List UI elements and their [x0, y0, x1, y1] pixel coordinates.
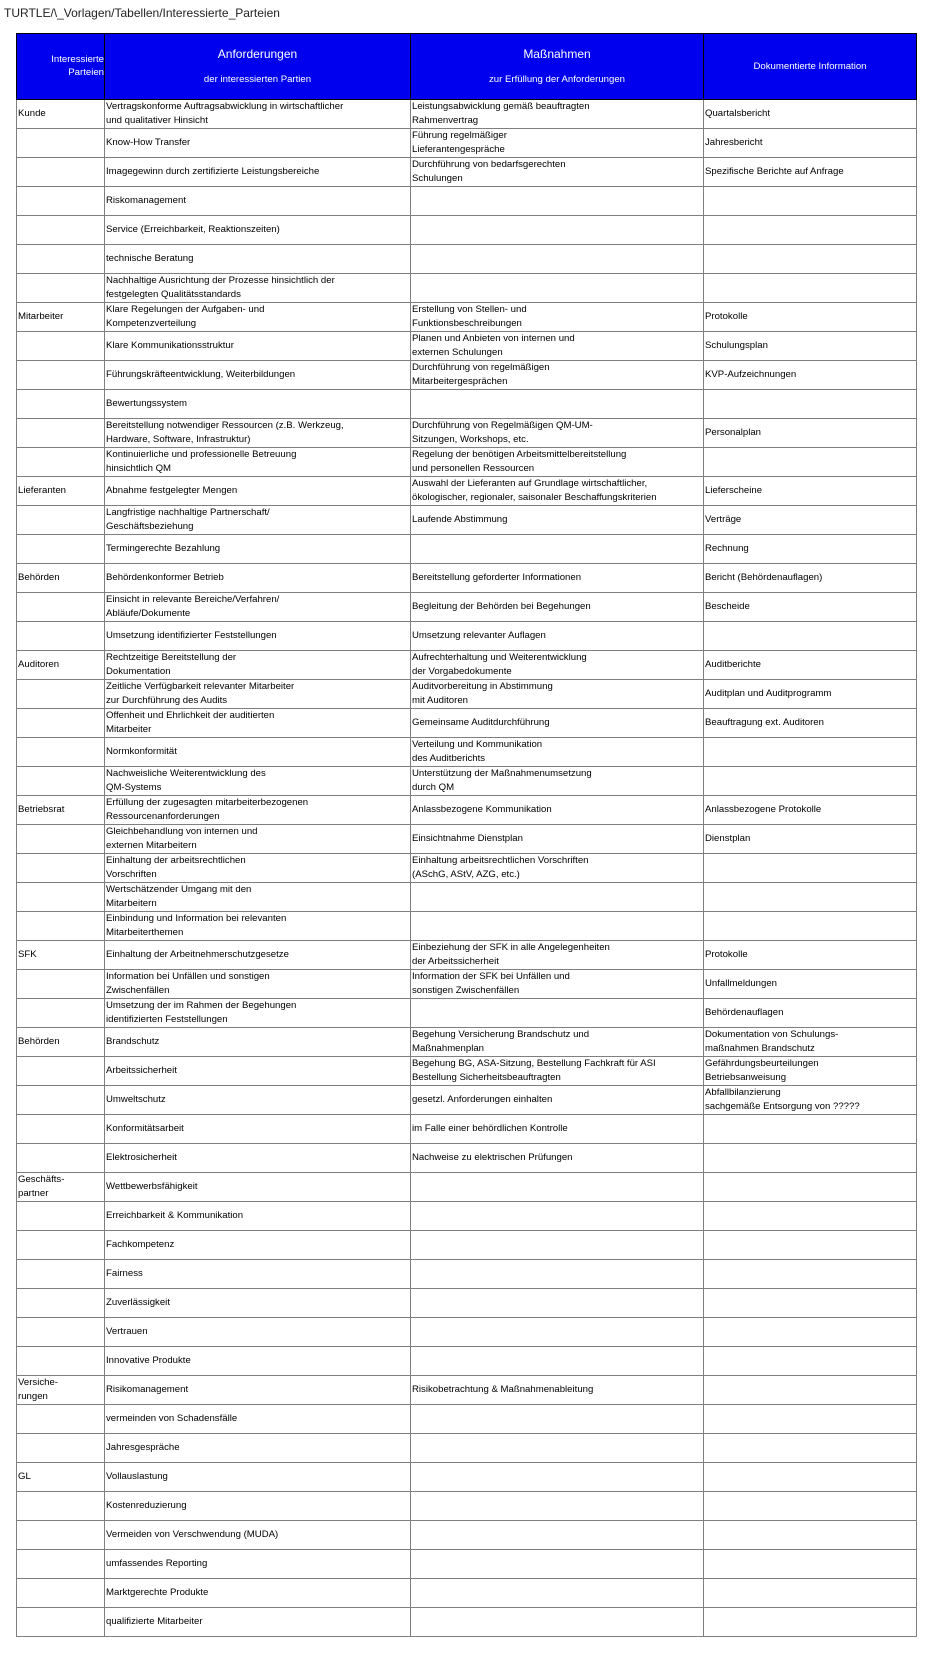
- party-cell: [17, 1259, 105, 1288]
- requirement-cell: Fairness: [105, 1259, 411, 1288]
- requirement-cell: Umweltschutz: [105, 1085, 411, 1114]
- requirement-cell: Erfüllung der zugesagten mitarbeiterbezogenen Ressourcenanforderungen: [105, 795, 411, 824]
- documented-info-cell: [704, 1607, 917, 1636]
- measure-cell: Laufende Abstimmung: [411, 505, 704, 534]
- requirement-cell: umfassendes Reporting: [105, 1549, 411, 1578]
- table-row: [17, 157, 917, 186]
- documented-info-cell: [704, 1143, 917, 1172]
- documented-info-cell: [704, 1491, 917, 1520]
- documented-info-cell: Protokolle: [704, 940, 917, 969]
- table-row: [17, 1259, 917, 1288]
- measure-cell: [411, 1462, 704, 1491]
- table-row: [17, 1114, 917, 1143]
- party-cell: [17, 244, 105, 273]
- party-cell: [17, 360, 105, 389]
- party-cell: [17, 737, 105, 766]
- party-cell: [17, 534, 105, 563]
- column-header-measures: [411, 34, 704, 100]
- table-row: [17, 1578, 917, 1607]
- documented-info-cell: [704, 1520, 917, 1549]
- party-cell: [17, 1491, 105, 1520]
- requirement-cell: Klare Kommunikationsstruktur: [105, 331, 411, 360]
- measure-cell: [411, 1317, 704, 1346]
- party-cell: [17, 447, 105, 476]
- table-row: [17, 99, 917, 128]
- requirement-cell: Einbindung und Information bei relevanten Mitarbeiterthemen: [105, 911, 411, 940]
- measure-cell: [411, 1433, 704, 1462]
- measure-cell: Einhaltung arbeitsrechtlichen Vorschriften (ASchG, AStV, AZG, etc.): [411, 853, 704, 882]
- documented-info-cell: [704, 1578, 917, 1607]
- party-cell: [17, 1288, 105, 1317]
- table-row: [17, 389, 917, 418]
- party-cell: [17, 1404, 105, 1433]
- interessierte-parteien-table: [16, 33, 917, 1637]
- party-cell: [17, 824, 105, 853]
- requirement-cell: Bewertungssystem: [105, 389, 411, 418]
- table-row: [17, 1491, 917, 1520]
- documented-info-cell: [704, 273, 917, 302]
- table-row: [17, 534, 917, 563]
- documented-info-cell: [704, 1230, 917, 1259]
- table-row: [17, 302, 917, 331]
- table-row: [17, 186, 917, 215]
- party-cell: [17, 708, 105, 737]
- table-row: [17, 505, 917, 534]
- column-header-documented-info: Dokumentierte Information: [704, 34, 917, 100]
- requirement-cell: Bereitstellung notwendiger Ressourcen (z.B. Werkzeug, Hardware, Software, Infrastruktur): [105, 418, 411, 447]
- table-row: [17, 1143, 917, 1172]
- measure-cell: Begleitung der Behörden bei Begehungen: [411, 592, 704, 621]
- documented-info-cell: Protokolle: [704, 302, 917, 331]
- column-header-requirements: [105, 34, 411, 100]
- party-cell: [17, 853, 105, 882]
- documented-info-cell: Beauftragung ext. Auditoren: [704, 708, 917, 737]
- documented-info-cell: Jahresbericht: [704, 128, 917, 157]
- table-row: [17, 1375, 917, 1404]
- party-cell: Behörden: [17, 1027, 105, 1056]
- requirement-cell: Abnahme festgelegter Mengen: [105, 476, 411, 505]
- measure-cell: [411, 244, 704, 273]
- requirement-cell: Einhaltung der Arbeitnehmerschutzgesetze: [105, 940, 411, 969]
- requirement-cell: Langfristige nachhaltige Partnerschaft/ Geschäftsbeziehung: [105, 505, 411, 534]
- requirement-cell: Normkonformität: [105, 737, 411, 766]
- party-cell: [17, 592, 105, 621]
- table-row: [17, 418, 917, 447]
- measure-cell: [411, 1607, 704, 1636]
- column-header-requirements-title: Anforderungen: [217, 47, 298, 62]
- measure-cell: Erstellung von Stellen- und Funktionsbeschreibungen: [411, 302, 704, 331]
- requirement-cell: Nachhaltige Ausrichtung der Prozesse hinsichtlich der festgelegten Qualitätsstandards: [105, 273, 411, 302]
- table-row: [17, 824, 917, 853]
- documented-info-cell: Dienstplan: [704, 824, 917, 853]
- documented-info-cell: [704, 1404, 917, 1433]
- measure-cell: im Falle einer behördlichen Kontrolle: [411, 1114, 704, 1143]
- measure-cell: [411, 1230, 704, 1259]
- documented-info-cell: [704, 1172, 917, 1201]
- table-row: [17, 1317, 917, 1346]
- table-row: [17, 1346, 917, 1375]
- party-cell: Lieferanten: [17, 476, 105, 505]
- table-row: [17, 1520, 917, 1549]
- measure-cell: Durchführung von bedarfsgerechten Schulungen: [411, 157, 704, 186]
- requirement-cell: Einhaltung der arbeitsrechtlichen Vorschriften: [105, 853, 411, 882]
- party-cell: [17, 1114, 105, 1143]
- measure-cell: Auditvorbereitung in Abstimmung mit Auditoren: [411, 679, 704, 708]
- table-row: [17, 1433, 917, 1462]
- measure-cell: Führung regelmäßiger Lieferantengespräche: [411, 128, 704, 157]
- party-cell: [17, 1346, 105, 1375]
- measure-cell: [411, 882, 704, 911]
- documented-info-cell: [704, 1375, 917, 1404]
- measure-cell: [411, 215, 704, 244]
- party-cell: Betriebsrat: [17, 795, 105, 824]
- requirement-cell: Kostenreduzierung: [105, 1491, 411, 1520]
- party-cell: [17, 766, 105, 795]
- table-row: [17, 1607, 917, 1636]
- documented-info-cell: [704, 1433, 917, 1462]
- requirement-cell: Riskomanagement: [105, 186, 411, 215]
- measure-cell: Regelung der benötigen Arbeitsmittelbereitstellung und personellen Ressourcen: [411, 447, 704, 476]
- measure-cell: Begehung Versicherung Brandschutz und Maßnahmenplan: [411, 1027, 704, 1056]
- documented-info-cell: [704, 766, 917, 795]
- party-cell: Versiche- rungen: [17, 1375, 105, 1404]
- documented-info-cell: Spezifische Berichte auf Anfrage: [704, 157, 917, 186]
- requirement-cell: Information bei Unfällen und sonstigen Zwischenfällen: [105, 969, 411, 998]
- documented-info-cell: [704, 621, 917, 650]
- table-row: [17, 563, 917, 592]
- measure-cell: Aufrechterhaltung und Weiterentwicklung der Vorgabedokumente: [411, 650, 704, 679]
- requirement-cell: technische Beratung: [105, 244, 411, 273]
- measure-cell: Leistungsabwicklung gemäß beauftragten Rahmenvertrag: [411, 99, 704, 128]
- documented-info-cell: Bericht (Behördenauflagen): [704, 563, 917, 592]
- requirement-cell: Service (Erreichbarkeit, Reaktionszeiten): [105, 215, 411, 244]
- column-header-measures-title: Maßnahmen: [523, 47, 591, 62]
- requirement-cell: Führungskräfteentwicklung, Weiterbildungen: [105, 360, 411, 389]
- requirement-cell: Einsicht in relevante Bereiche/Verfahren/ Abläufe/Dokumente: [105, 592, 411, 621]
- table-row: [17, 1085, 917, 1114]
- party-cell: [17, 1143, 105, 1172]
- measure-cell: Risikobetrachtung & Maßnahmenableitung: [411, 1375, 704, 1404]
- table-row: [17, 1288, 917, 1317]
- measure-cell: Verteilung und Kommunikation des Auditberichts: [411, 737, 704, 766]
- documented-info-cell: [704, 1259, 917, 1288]
- requirement-cell: Wettbewerbsfähigkeit: [105, 1172, 411, 1201]
- documented-info-cell: [704, 1201, 917, 1230]
- column-header-parties: [17, 34, 105, 100]
- measure-cell: [411, 1346, 704, 1375]
- column-header-parties-label: Interessierte Parteien: [51, 54, 104, 79]
- documented-info-cell: [704, 1114, 917, 1143]
- measure-cell: Gemeinsame Auditdurchführung: [411, 708, 704, 737]
- documented-info-cell: Unfallmeldungen: [704, 969, 917, 998]
- table-row: [17, 360, 917, 389]
- measure-cell: Durchführung von Regelmäßigen QM-UM- Sitzungen, Workshops, etc.: [411, 418, 704, 447]
- table-row: [17, 273, 917, 302]
- requirement-cell: Zuverlässigkeit: [105, 1288, 411, 1317]
- measure-cell: [411, 1549, 704, 1578]
- requirement-cell: vermeinden von Schadensfälle: [105, 1404, 411, 1433]
- party-cell: [17, 1433, 105, 1462]
- party-cell: [17, 273, 105, 302]
- party-cell: Auditoren: [17, 650, 105, 679]
- measure-cell: [411, 273, 704, 302]
- measure-cell: [411, 1259, 704, 1288]
- measure-cell: Durchführung von regelmäßigen Mitarbeitergesprächen: [411, 360, 704, 389]
- requirement-cell: Vertrauen: [105, 1317, 411, 1346]
- party-cell: [17, 1607, 105, 1636]
- documented-info-cell: Behördenauflagen: [704, 998, 917, 1027]
- party-cell: [17, 1085, 105, 1114]
- documented-info-cell: [704, 911, 917, 940]
- documented-info-cell: Personalplan: [704, 418, 917, 447]
- requirement-cell: Fachkompetenz: [105, 1230, 411, 1259]
- requirement-cell: Konformitätsarbeit: [105, 1114, 411, 1143]
- measure-cell: Auswahl der Lieferanten auf Grundlage wirtschaftlicher, ökologischer, regionaler, saisonaler Beschaffungskriterien: [411, 476, 704, 505]
- table-row: [17, 853, 917, 882]
- table-row: [17, 650, 917, 679]
- measure-cell: Unterstützung der Maßnahmenumsetzung durch QM: [411, 766, 704, 795]
- requirement-cell: Know-How Transfer: [105, 128, 411, 157]
- documented-info-cell: Rechnung: [704, 534, 917, 563]
- measure-cell: [411, 1172, 704, 1201]
- party-cell: GL: [17, 1462, 105, 1491]
- requirement-cell: Vermeiden von Verschwendung (MUDA): [105, 1520, 411, 1549]
- requirement-cell: qualifizierte Mitarbeiter: [105, 1607, 411, 1636]
- party-cell: Behörden: [17, 563, 105, 592]
- documented-info-cell: Dokumentation von Schulungs- maßnahmen Brandschutz: [704, 1027, 917, 1056]
- table-row: [17, 679, 917, 708]
- documented-info-cell: Quartalsbericht: [704, 99, 917, 128]
- requirement-cell: Innovative Produkte: [105, 1346, 411, 1375]
- documented-info-cell: KVP-Aufzeichnungen: [704, 360, 917, 389]
- documented-info-cell: Schulungsplan: [704, 331, 917, 360]
- party-cell: [17, 1230, 105, 1259]
- party-cell: [17, 911, 105, 940]
- documented-info-cell: Abfallbilanzierung sachgemäße Entsorgung von ?????: [704, 1085, 917, 1114]
- party-cell: [17, 882, 105, 911]
- requirement-cell: Elektrosicherheit: [105, 1143, 411, 1172]
- breadcrumb-path: TURTLE/\_Vorlagen/Tabellen/Interessierte_Parteien: [4, 6, 280, 20]
- documented-info-cell: Auditberichte: [704, 650, 917, 679]
- measure-cell: [411, 1404, 704, 1433]
- requirement-cell: Kontinuierliche und professionelle Betreuung hinsichtlich QM: [105, 447, 411, 476]
- table-row: [17, 331, 917, 360]
- party-cell: [17, 215, 105, 244]
- requirement-cell: Klare Regelungen der Aufgaben- und Kompetenzverteilung: [105, 302, 411, 331]
- table-row: [17, 447, 917, 476]
- requirement-cell: Gleichbehandlung von internen und externen Mitarbeitern: [105, 824, 411, 853]
- table-row: [17, 621, 917, 650]
- requirement-cell: Umsetzung identifizierter Feststellungen: [105, 621, 411, 650]
- documented-info-cell: [704, 1462, 917, 1491]
- table-header-row: [17, 34, 917, 100]
- documented-info-cell: [704, 1549, 917, 1578]
- documented-info-cell: Bescheide: [704, 592, 917, 621]
- party-cell: Geschäfts- partner: [17, 1172, 105, 1201]
- documented-info-cell: Gefährdungsbeurteilungen Betriebsanweisung: [704, 1056, 917, 1085]
- party-cell: SFK: [17, 940, 105, 969]
- measure-cell: Anlassbezogene Kommunikation: [411, 795, 704, 824]
- requirement-cell: Wertschätzender Umgang mit den Mitarbeitern: [105, 882, 411, 911]
- party-cell: [17, 157, 105, 186]
- requirement-cell: Offenheit und Ehrlichkeit der auditierten Mitarbeiter: [105, 708, 411, 737]
- requirement-cell: Zeitliche Verfügbarkeit relevanter Mitarbeiter zur Durchführung des Audits: [105, 679, 411, 708]
- party-cell: Kunde: [17, 99, 105, 128]
- documented-info-cell: [704, 215, 917, 244]
- table-row: [17, 1201, 917, 1230]
- column-header-requirements-subtitle: der interessierten Partien: [203, 74, 312, 86]
- measure-cell: [411, 1520, 704, 1549]
- party-cell: [17, 128, 105, 157]
- party-cell: [17, 389, 105, 418]
- party-cell: [17, 679, 105, 708]
- requirement-cell: Marktgerechte Produkte: [105, 1578, 411, 1607]
- party-cell: [17, 1317, 105, 1346]
- requirement-cell: Rechtzeitige Bereitstellung der Dokumentation: [105, 650, 411, 679]
- measure-cell: Einbeziehung der SFK in alle Angelegenheiten der Arbeitssicherheit: [411, 940, 704, 969]
- requirement-cell: Nachweisliche Weiterentwicklung des QM-Systems: [105, 766, 411, 795]
- requirement-cell: Termingerechte Bezahlung: [105, 534, 411, 563]
- requirement-cell: Risikomanagement: [105, 1375, 411, 1404]
- measure-cell: [411, 911, 704, 940]
- party-cell: [17, 998, 105, 1027]
- documented-info-cell: [704, 853, 917, 882]
- table-row: [17, 476, 917, 505]
- documented-info-cell: [704, 186, 917, 215]
- table-row: [17, 244, 917, 273]
- documented-info-cell: [704, 882, 917, 911]
- party-cell: [17, 1520, 105, 1549]
- documented-info-cell: [704, 1317, 917, 1346]
- table-row: [17, 1549, 917, 1578]
- measure-cell: [411, 998, 704, 1027]
- table-row: [17, 215, 917, 244]
- table-row: [17, 1404, 917, 1433]
- requirement-cell: Erreichbarkeit & Kommunikation: [105, 1201, 411, 1230]
- table-row: [17, 940, 917, 969]
- measure-cell: Bereitstellung geforderter Informationen: [411, 563, 704, 592]
- table-row: [17, 911, 917, 940]
- table-row: [17, 1027, 917, 1056]
- requirement-cell: Behördenkonformer Betrieb: [105, 563, 411, 592]
- party-cell: Mitarbeiter: [17, 302, 105, 331]
- requirement-cell: Imagegewinn durch zertifizierte Leistungsbereiche: [105, 157, 411, 186]
- measure-cell: Begehung BG, ASA-Sitzung, Bestellung Fachkraft für ASI Bestellung Sicherheitsbeauftragten: [411, 1056, 704, 1085]
- documented-info-cell: [704, 389, 917, 418]
- party-cell: [17, 621, 105, 650]
- documented-info-cell: Lieferscheine: [704, 476, 917, 505]
- measure-cell: [411, 1288, 704, 1317]
- party-cell: [17, 505, 105, 534]
- requirement-cell: Arbeitssicherheit: [105, 1056, 411, 1085]
- party-cell: [17, 969, 105, 998]
- table-row: [17, 1056, 917, 1085]
- documented-info-cell: Verträge: [704, 505, 917, 534]
- measure-cell: [411, 1491, 704, 1520]
- measure-cell: Einsichtnahme Dienstplan: [411, 824, 704, 853]
- table-row: [17, 969, 917, 998]
- documented-info-cell: Auditplan und Auditprogramm: [704, 679, 917, 708]
- table-row: [17, 998, 917, 1027]
- table-row: [17, 882, 917, 911]
- requirement-cell: Umsetzung der im Rahmen der Begehungen identifizierten Feststellungen: [105, 998, 411, 1027]
- measure-cell: Information der SFK bei Unfällen und sonstigen Zwischenfällen: [411, 969, 704, 998]
- table-row: [17, 592, 917, 621]
- documented-info-cell: [704, 1288, 917, 1317]
- table-row: [17, 1462, 917, 1491]
- party-cell: [17, 1578, 105, 1607]
- party-cell: [17, 1201, 105, 1230]
- measure-cell: [411, 1201, 704, 1230]
- table-row: [17, 766, 917, 795]
- table-row: [17, 128, 917, 157]
- measure-cell: [411, 1578, 704, 1607]
- documented-info-cell: [704, 1346, 917, 1375]
- requirement-cell: Vollauslastung: [105, 1462, 411, 1491]
- documented-info-cell: [704, 244, 917, 273]
- documented-info-cell: [704, 737, 917, 766]
- table-row: [17, 1230, 917, 1259]
- documented-info-cell: [704, 447, 917, 476]
- documented-info-cell: Anlassbezogene Protokolle: [704, 795, 917, 824]
- measure-cell: Nachweise zu elektrischen Prüfungen: [411, 1143, 704, 1172]
- measure-cell: [411, 389, 704, 418]
- measure-cell: gesetzl. Anforderungen einhalten: [411, 1085, 704, 1114]
- party-cell: [17, 418, 105, 447]
- requirement-cell: Jahresgespräche: [105, 1433, 411, 1462]
- table-row: [17, 795, 917, 824]
- table-row: [17, 708, 917, 737]
- table-row: [17, 1172, 917, 1201]
- requirement-cell: Brandschutz: [105, 1027, 411, 1056]
- measure-cell: [411, 186, 704, 215]
- party-cell: [17, 1056, 105, 1085]
- measure-cell: [411, 534, 704, 563]
- measure-cell: Planen und Anbieten von internen und externen Schulungen: [411, 331, 704, 360]
- column-header-measures-subtitle: zur Erfüllung der Anforderungen: [489, 74, 625, 86]
- party-cell: [17, 186, 105, 215]
- measure-cell: Umsetzung relevanter Auflagen: [411, 621, 704, 650]
- table-row: [17, 737, 917, 766]
- party-cell: [17, 1549, 105, 1578]
- requirement-cell: Vertragskonforme Auftragsabwicklung in wirtschaftlicher und qualitativer Hinsicht: [105, 99, 411, 128]
- party-cell: [17, 331, 105, 360]
